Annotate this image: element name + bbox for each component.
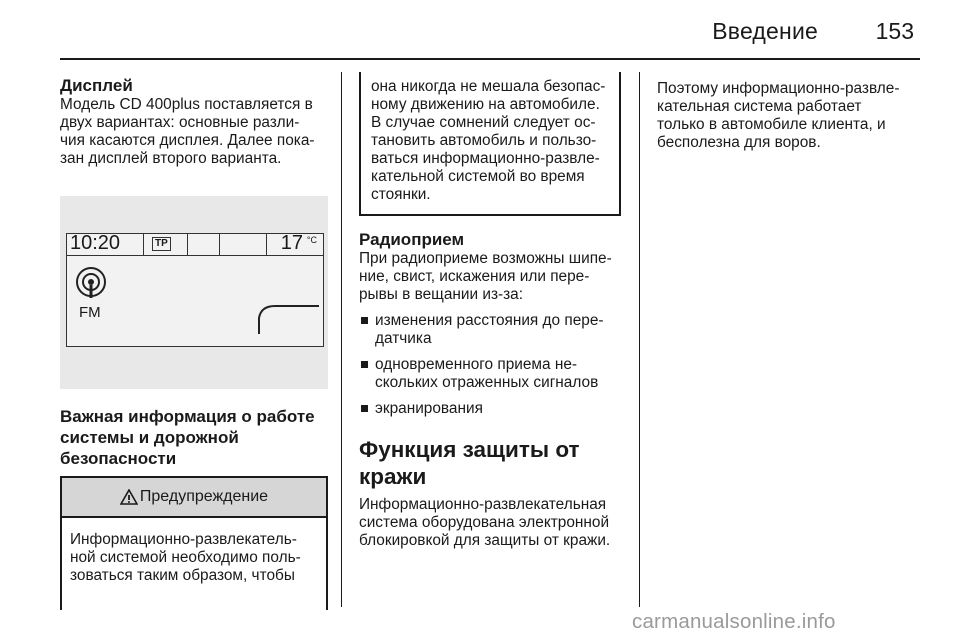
page-number: 153 bbox=[875, 18, 914, 44]
interference-list bbox=[359, 312, 629, 418]
column-divider-left bbox=[341, 72, 342, 607]
column-2 bbox=[359, 230, 629, 550]
theft-heading: Функция защиты от кражи bbox=[359, 437, 580, 489]
warning-box-continued: она никогда не мешала безопас- ному движению на автомобиле. В случае сомнений следует ос- тановить автомобиль и пользо- ваться информационно-развле- кательной системой во время стоянки. bbox=[359, 72, 621, 216]
warning-text: Информационно-развлекатель- ной системой необходимо поль- зоваться таким образом, чтобы bbox=[70, 531, 301, 584]
column-3 bbox=[657, 80, 919, 152]
watermark: carmanualsonline.info bbox=[632, 610, 836, 633]
list-item: экранирования bbox=[359, 400, 629, 418]
column-divider-right bbox=[639, 72, 640, 607]
header-title: Введение bbox=[712, 18, 818, 44]
display-text: Модель CD 400plus поставляется в двух вариантах: основные разли- чия касаются дисплея. Далее пока- зан дисплей второго варианта. bbox=[60, 96, 315, 167]
header-rule bbox=[60, 58, 920, 60]
radio-heading: Радиоприем bbox=[359, 230, 465, 249]
lcd-curve-graphic bbox=[257, 296, 319, 336]
warning-triangle-icon bbox=[120, 489, 138, 505]
column-1 bbox=[60, 76, 330, 168]
warning-box bbox=[60, 476, 328, 610]
lcd-temperature: 17 bbox=[280, 232, 303, 254]
safety-section bbox=[60, 406, 332, 469]
lcd-screen bbox=[66, 233, 324, 347]
display-heading: Дисплей bbox=[60, 76, 133, 95]
warning-header bbox=[62, 478, 326, 518]
column-3-text: Поэтому информационно-развле- кательная система работает только в автомобиле клиента, и бесполезна для воров. bbox=[657, 80, 900, 151]
list-item: одновременного приема не- скольких отраженных сигналов bbox=[359, 356, 629, 392]
lcd-temperature-unit: °C bbox=[306, 235, 317, 245]
list-item: изменения расстояния до пере- датчика bbox=[359, 312, 629, 348]
radio-broadcast-icon bbox=[73, 265, 109, 301]
safety-heading: Важная информация о работе системы и дорожной безопасности bbox=[60, 407, 315, 468]
display-illustration bbox=[60, 196, 328, 389]
lcd-status-bar bbox=[67, 234, 323, 256]
lcd-band: FM bbox=[79, 304, 101, 321]
theft-text: Информационно-развлекательная система оборудована электронной блокировкой для защиты от кражи. bbox=[359, 496, 611, 549]
lcd-tp-badge: TP bbox=[152, 237, 171, 251]
lcd-time: 10:20 bbox=[70, 232, 121, 254]
radio-text: При радиоприеме возможны шипе- ние, свист, искажения или пере- рывы в вещании из-за: bbox=[359, 250, 612, 303]
warning-title: Предупреждение bbox=[139, 488, 269, 505]
